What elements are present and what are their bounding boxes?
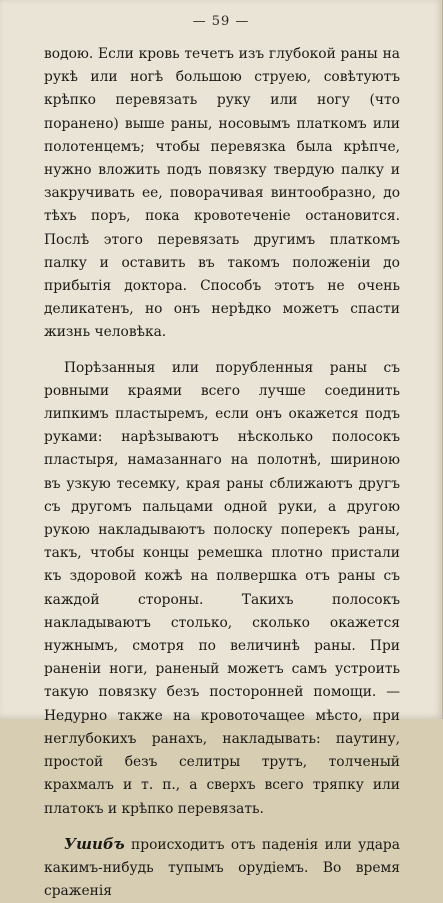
paragraph-bruise [44,833,400,903]
term-bruise: Ушибъ [64,834,125,853]
paragraph-cut-wounds: Порѣзанныя или порубленныя раны съ ровными краями всего лучше соединить липкимъ пластыремъ, если онъ окажется подъ руками: нарѣзываютъ нѣсколько полосокъ пластыря, намазаннаго на полотнѣ, шириною въ узкую тесемку, края раны сближаютъ другъ съ другомъ пальцами одной руки, а другою рукою накладываютъ полоску поперекъ раны, такъ, чтобы концы ремешка плотно пристали къ здоровой кожѣ на полвершка отъ раны съ каждой стороны. Такихъ полосокъ накладываютъ столько, сколько окажется нужнымъ, смотря по величинѣ раны. При раненіи ноги, раненый можетъ самъ устроить такую повязку безъ посторонней помощи. — Недурно также на кровоточащее мѣсто, при неглубокихъ ранахъ, накладывать: паутину, простой безъ селитры трутъ, толченый крахмалъ и т. п., а сверхъ всего тряпку или платокъ и крѣпко перевязать. [44,359,400,817]
page-body [44,43,400,903]
page-number: — 59 — [192,14,250,29]
paragraph-bleeding-treatment: водою. Если кровь течетъ изъ глубокой раны на рукѣ или ногѣ большою струею, совѣтуютъ крѣпко перевязать руку или ногу (что поранено) выше раны, носовымъ платкомъ или полотенцемъ; чтобы перевязка была крѣпче, нужно вложить подъ повязку твердую палку и закручивать ее, поворачивая винтообразно, до тѣхъ поръ, пока кровотеченіе остановится. Послѣ этого перевязать другимъ платкомъ палку и оставить въ такомъ положеніи до прибытія доктора. Способъ этотъ не очень деликатенъ, но онъ нерѣдко можетъ спасти жизнь человѣка. [44,46,400,341]
bruise-text: происходитъ отъ паденія или удара какимъ-нибудь тупымъ орудіемъ. Во время сраженія [44,836,400,900]
